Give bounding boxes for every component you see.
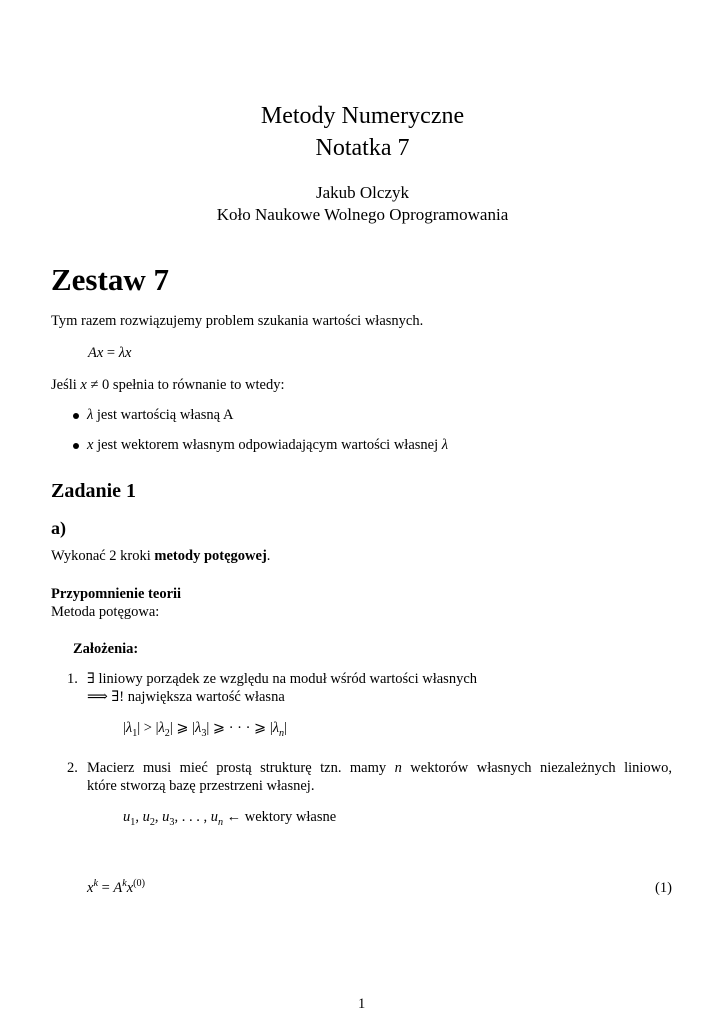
assumptions-heading: Założenia: <box>73 641 139 657</box>
item-2-line1: Macierz musi mieć prostą strukturę tzn. mamy n wektorów własnych niezależnych liniowo, <box>87 760 672 776</box>
equation-number: (1) <box>655 880 672 896</box>
task-text-bold: metody potęgowej <box>154 548 267 564</box>
main-equation-text: Ax = λx <box>88 345 132 361</box>
item-1-line2: ⟹ ∃! największa wartość własna <box>87 689 285 705</box>
bullet-item-2: x jest wektorem własnym odpowiadającym wartości własnej λ <box>87 437 449 453</box>
theory-heading: Przypomnienie teorii <box>51 586 182 602</box>
page-number: 1 <box>358 996 366 1012</box>
bullet-dot <box>73 413 79 419</box>
item-1-formula: $|\lambda_1| > |\lambda_2|$ ⩾ $|\lambda_3|$ ⩾ · · · ⩾ $|\lambda_n|$ <box>123 720 287 739</box>
bullet-dot <box>73 443 79 449</box>
title-line2: Notatka 7 <box>315 135 410 161</box>
theory-text: Metoda potęgowa: <box>51 604 160 620</box>
intro-text: Tym razem rozwiązujemy problem szukania wartości własnych. <box>51 313 424 329</box>
task-text-prefix: Wykonać 2 kroki <box>51 548 155 564</box>
task-text-suffix: . <box>266 548 271 564</box>
bullet-item-1: λ jest wartością własną A <box>87 407 234 423</box>
condition-text: Jeśli x ≠ 0 spełnia to równanie to wtedy: <box>51 377 285 393</box>
item-1-line1: ∃ liniowy porządek ze względu na moduł wśród wartości własnych <box>87 671 477 687</box>
author-affiliation: Koło Naukowe Wolnego Oprogramowania <box>216 205 509 224</box>
item-2-formula: $u_1$, $u_2$, $u_3$, . . . , $u_n$ ← wektory własne <box>123 809 337 828</box>
task-text <box>51 548 270 565</box>
task-heading: Zadanie 1 <box>51 480 137 502</box>
title-line1: Metody Numeryczne <box>260 103 465 129</box>
item-1-number: 1. <box>67 671 78 687</box>
item-2-number: 2. <box>67 760 78 776</box>
author-name: Jakub Olczyk <box>315 183 409 202</box>
task-subheading: a) <box>51 518 66 538</box>
section-heading: Zestaw 7 <box>51 262 169 297</box>
main-equation <box>88 345 131 362</box>
item-2-line2: które stworzą bazę przestrzeni własnej. <box>87 778 315 794</box>
iteration-formula: $x^k = A^kx^{(0)}$ <box>87 878 145 896</box>
